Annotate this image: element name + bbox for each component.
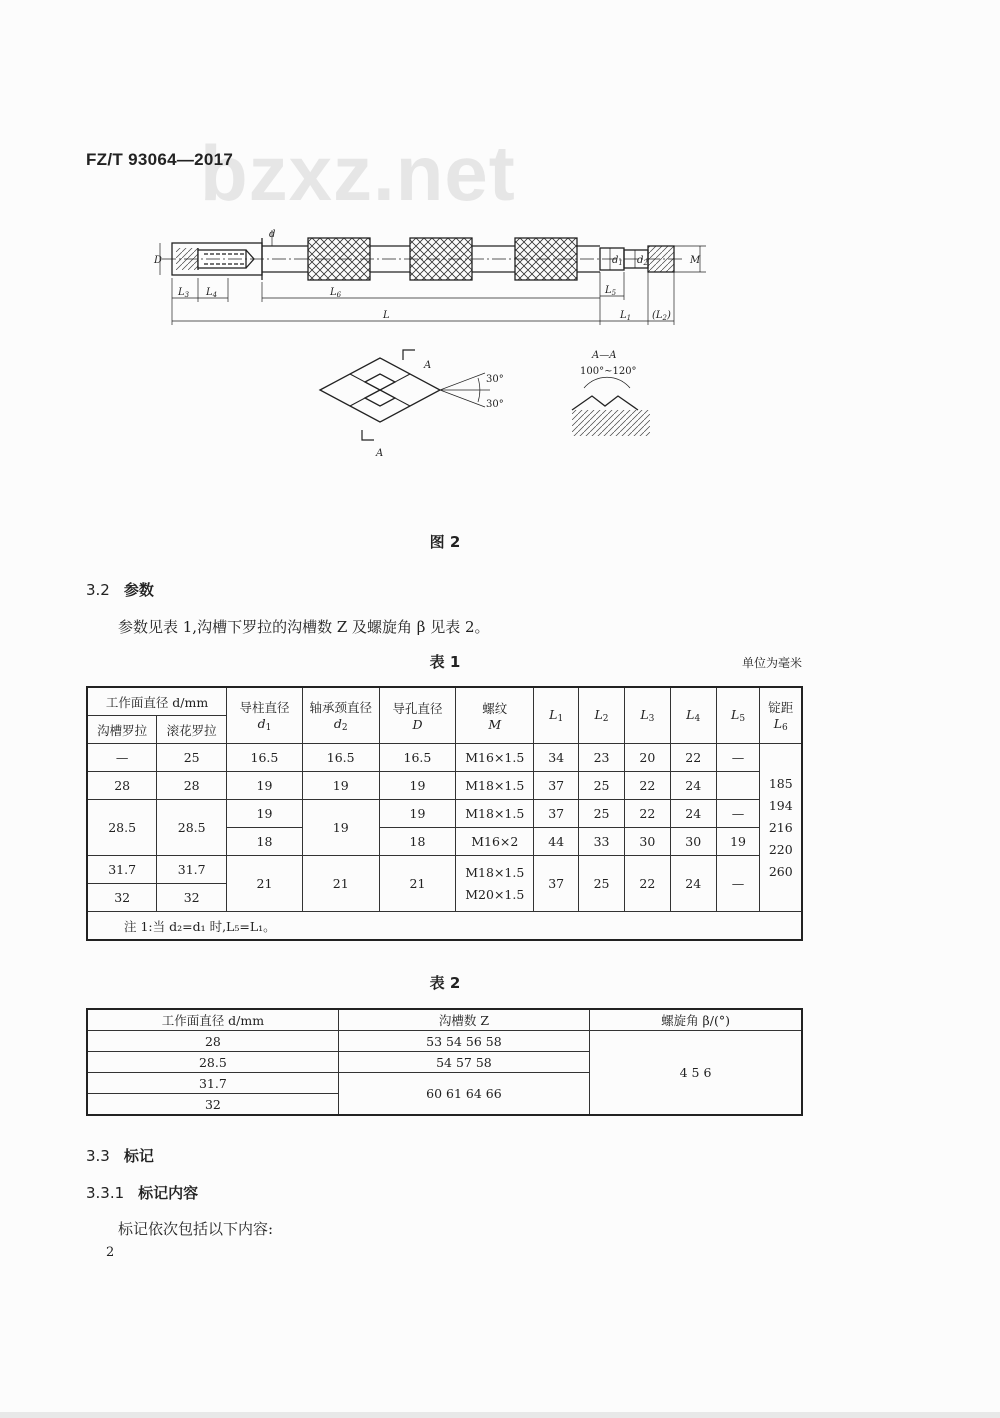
th-guide-hole: 导孔直径 D	[379, 687, 456, 744]
page-number: 2	[106, 1245, 115, 1260]
table1-unit: 单位为毫米	[741, 656, 802, 670]
cell: 33	[579, 828, 625, 856]
cell: 28	[87, 1031, 338, 1052]
label-D: D	[154, 255, 163, 266]
cell: 22	[624, 800, 670, 828]
cell: 25	[579, 856, 625, 912]
cell: 22	[624, 772, 670, 800]
cell: 30	[624, 828, 670, 856]
cell: 37	[534, 856, 579, 912]
cell: 19	[302, 772, 379, 800]
cell: 24	[670, 856, 716, 912]
cell: 19	[716, 828, 760, 856]
table1-note: 注 1:当 d₂=d₁ 时,L₅=L₁。	[87, 912, 802, 941]
label-L3: $L_3$	[178, 287, 190, 299]
cell: —	[716, 856, 760, 912]
label-angle-top: 30°	[486, 374, 504, 385]
th-diameter: 工作面直径 d/mm	[87, 1009, 338, 1031]
th-L4: $L_4$	[670, 687, 716, 744]
cell: 25	[579, 800, 625, 828]
th-guide-post: 导柱直径 $d_1$	[227, 687, 303, 744]
cell: 32	[87, 1094, 338, 1116]
th-work-dia: 工作面直径 d/mm	[87, 687, 227, 716]
th-bearing: 轴承颈直径 $d_2$	[302, 687, 379, 744]
label-d1: $d_1$	[612, 255, 623, 267]
label-L: L	[383, 310, 390, 321]
table-row	[87, 800, 802, 828]
section-3-3-1-text: 标记依次包括以下内容:	[118, 1220, 274, 1238]
cell: 19	[379, 800, 456, 828]
th-grooved: 沟槽罗拉	[87, 716, 157, 744]
table1	[86, 686, 803, 941]
cell: 19	[227, 800, 303, 828]
cell: 25	[579, 772, 625, 800]
label-angle-bottom: 30°	[486, 399, 504, 410]
cell: 28	[157, 772, 227, 800]
th-spindle: 锭距 $L_6$	[760, 687, 802, 744]
label-M: M	[690, 255, 701, 266]
table2	[86, 1008, 803, 1116]
standard-code: FZ/T 93064—2017	[86, 150, 234, 169]
label-L4: $L_4$	[206, 287, 218, 299]
cell: 31.7	[87, 856, 157, 884]
label-L1: $L_1$	[620, 310, 632, 322]
table-row	[87, 744, 802, 772]
cell: M16×1.5	[456, 744, 534, 772]
th-knurled: 滚花罗拉	[157, 716, 227, 744]
cell: 54 57 58	[338, 1052, 589, 1073]
section-3-3-heading: 3.3 标记	[86, 1147, 154, 1165]
figure-caption: 图 2	[429, 533, 461, 551]
th-L5: $L_5$	[716, 687, 760, 744]
th-L2: $L_2$	[579, 687, 625, 744]
cell: M16×2	[456, 828, 534, 856]
th-L1: $L_1$	[534, 687, 579, 744]
label-A-top: A	[424, 360, 432, 371]
table-row	[87, 856, 802, 884]
cell: 28.5	[87, 800, 157, 856]
table-row	[87, 772, 802, 800]
cell: 18	[227, 828, 303, 856]
table1-title: 表 1	[429, 653, 461, 671]
cell: 37	[534, 772, 579, 800]
cell: 44	[534, 828, 579, 856]
label-angle-range: 100°~120°	[580, 366, 637, 377]
cell: 60 61 64 66	[338, 1073, 589, 1116]
cell: 28	[87, 772, 157, 800]
cell: 16.5	[302, 744, 379, 772]
cell: 21	[379, 856, 456, 912]
cell-helix: 4 5 6	[590, 1031, 802, 1116]
cell: 22	[670, 744, 716, 772]
cell: 21	[227, 856, 303, 912]
cell: 16.5	[227, 744, 303, 772]
table2-title: 表 2	[429, 974, 461, 992]
section-3-2-heading: 3.2 参数	[86, 581, 154, 599]
cell: 31.7	[157, 856, 227, 884]
cell: 24	[670, 800, 716, 828]
watermark: bzxz.net	[200, 129, 516, 217]
label-A-bottom: A	[376, 448, 384, 459]
cell: 21	[302, 856, 379, 912]
cell: 16.5	[379, 744, 456, 772]
cell: 24	[670, 772, 716, 800]
section-3-3-1-heading: 3.3.1 标记内容	[86, 1184, 199, 1202]
cell: 34	[534, 744, 579, 772]
cell: 25	[157, 744, 227, 772]
cell: 30	[670, 828, 716, 856]
label-d: d	[269, 229, 276, 240]
page-bottom-edge	[0, 1412, 1000, 1418]
cell: 19	[227, 772, 303, 800]
cell: 19	[302, 800, 379, 856]
cell: —	[716, 744, 760, 772]
cell: 23	[579, 744, 625, 772]
section-3-2-text: 参数见表 1,沟槽下罗拉的沟槽数 Z 及螺旋角 β 见表 2。	[118, 618, 490, 636]
cell: 32	[157, 884, 227, 912]
cell: —	[87, 744, 157, 772]
cell-spindle-values: 185 194 216 220 260	[760, 744, 802, 912]
cell: 53 54 56 58	[338, 1031, 589, 1052]
cell: 18	[379, 828, 456, 856]
th-helix: 螺旋角 β/(°)	[590, 1009, 802, 1031]
th-L3: $L_3$	[624, 687, 670, 744]
cell: 37	[534, 800, 579, 828]
th-grooves: 沟槽数 Z	[338, 1009, 589, 1031]
cell: 19	[379, 772, 456, 800]
cell: 28.5	[87, 1052, 338, 1073]
figure-2-drawing	[140, 210, 740, 470]
cell	[716, 772, 760, 800]
label-section-title: A—A	[592, 350, 617, 361]
label-d2: $d_2$	[637, 255, 648, 267]
label-L6: $L_6$	[330, 287, 342, 299]
cell: —	[716, 800, 760, 828]
cell: 28.5	[157, 800, 227, 856]
cell: 20	[624, 744, 670, 772]
label-L2: $(L_2)$	[652, 310, 671, 322]
cell: M18×1.5	[456, 800, 534, 828]
cell: 31.7	[87, 1073, 338, 1094]
cell: 32	[87, 884, 157, 912]
cell: M18×1.5	[456, 772, 534, 800]
label-L5: $L_5$	[605, 285, 617, 297]
th-thread: 螺纹 M	[456, 687, 534, 744]
cell: 22	[624, 856, 670, 912]
table-row	[87, 1031, 802, 1052]
cell-thread-pair: M18×1.5 M20×1.5	[456, 856, 534, 912]
